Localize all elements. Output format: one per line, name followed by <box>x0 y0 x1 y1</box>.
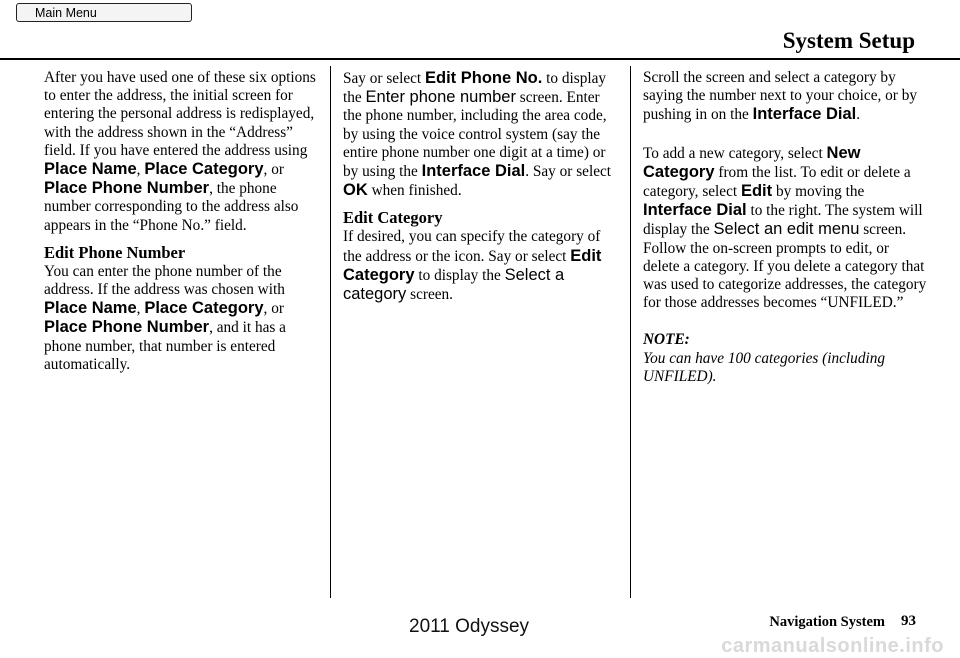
note-label: NOTE: <box>643 331 690 349</box>
column-2 <box>343 69 618 304</box>
edit-category-paragraph: If desired, you can specify the category of the address or the icon. Say or select Edit Category to display the Select a category screen. <box>343 228 602 304</box>
page-title: System Setup <box>782 28 915 53</box>
edit-phone-instructions: Say or select Edit Phone No. to display the Enter phone number screen. Enter the phone number, including the area code, by using the voice control system (say the entire phone number one digit at a time) or by using the Interface Dial. Say or select OK when finished. <box>343 69 612 200</box>
site-watermark: carmanualsonline.info <box>721 635 944 657</box>
column-3 <box>643 69 928 386</box>
main-menu-button[interactable]: Main Menu <box>16 3 192 22</box>
column-1 <box>44 69 319 374</box>
scroll-paragraph: Scroll the screen and select a category by saying the number next to your choice, or by pushing in on the Interface Dial. <box>643 69 917 124</box>
column-divider-2 <box>630 66 631 598</box>
section-heading-edit-phone-number: Edit Phone Number <box>44 242 186 262</box>
section-heading-edit-category: Edit Category <box>343 208 443 228</box>
title-divider <box>0 58 960 60</box>
model-watermark: 2011 Odyssey <box>409 616 530 637</box>
page-number: 93 <box>901 613 916 629</box>
footer-section-label: Navigation System <box>769 614 885 630</box>
column-divider-1 <box>330 66 331 598</box>
edit-phone-paragraph: You can enter the phone number of the address. If the address was chosen with Place Name, Place Category, or Place Phone Number, and it has a phone number, that number is entered automatically. <box>44 262 286 373</box>
category-edit-paragraph: To add a new category, select New Category from the list. To edit or delete a category, select Edit by moving the Interface Dial to the right. The system will display the Select an edit menu screen. Follow the on-screen prompts to edit, or delete a category. If you delete a category that was used to categorize addresses, the category for those addresses becomes “UNFILED.” <box>643 143 927 312</box>
intro-paragraph: After you have used one of these six options to enter the address, the initial screen for entering the personal address is redisplayed, with the address shown in the “Address” field. If you have entered the address using Place Name, Place Category, or Place Phone Number, the phone number corresponding to the address also appears in the “Phone No.” field. <box>44 69 316 234</box>
note-text: You can have 100 categories (including UNFILED). <box>643 349 886 385</box>
